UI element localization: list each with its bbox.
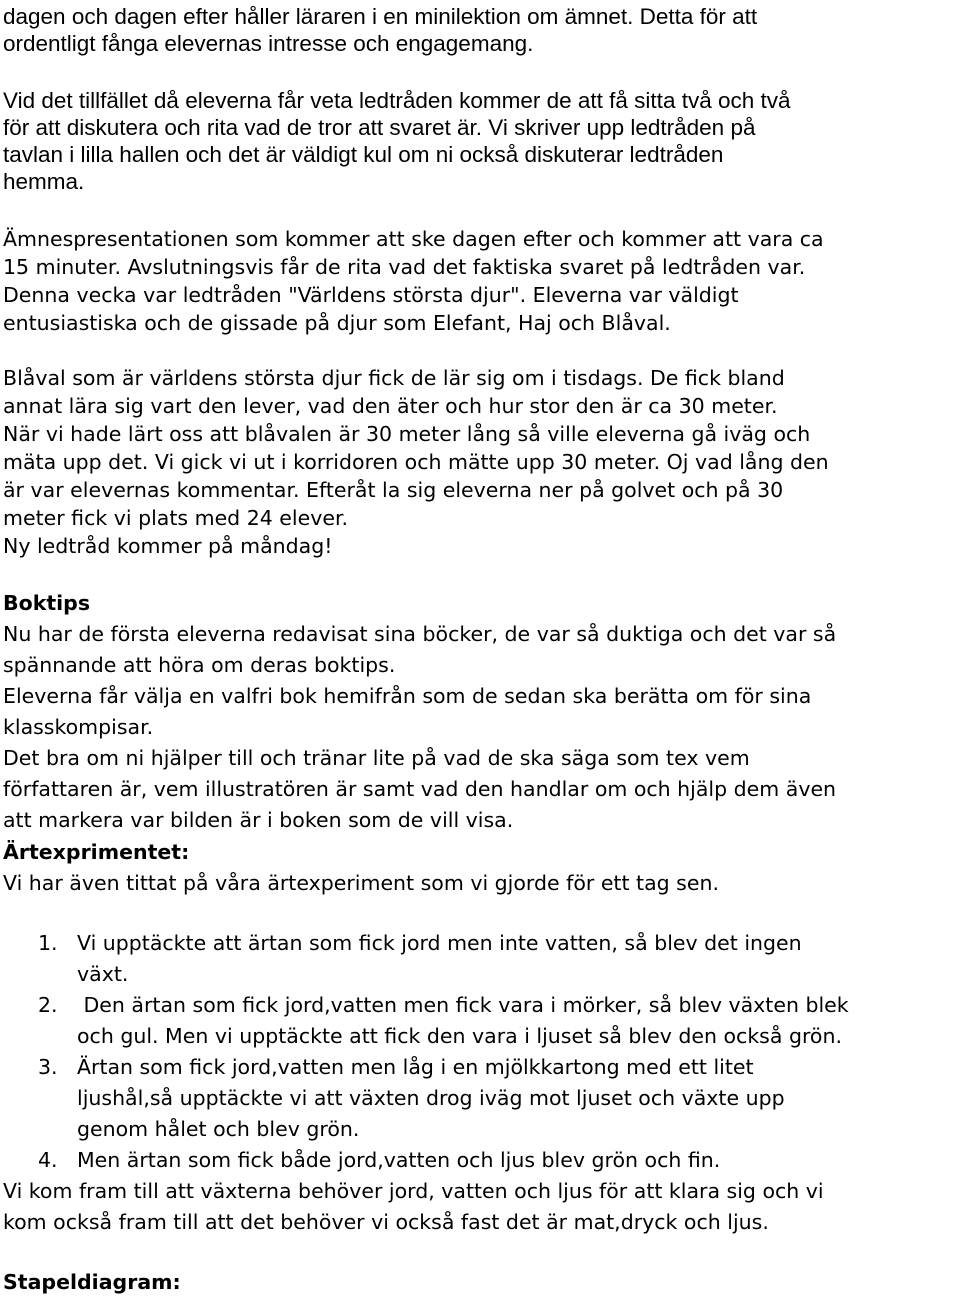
blue-whale-paragraph <box>3 364 829 560</box>
text-line: Vid det tillfället då eleverna får veta ledtråden kommer de att få sitta två och två <box>3 88 791 113</box>
text-line: Nu har de första eleverna redavisat sina böcker, de var så duktiga och det var så <box>3 622 837 646</box>
list-number: 2. <box>38 993 58 1017</box>
text-line: meter fick vi plats med 24 elever. <box>3 506 349 530</box>
text-line: entusiastiska och de gissade på djur som Elefant, Haj och Blåval. <box>3 311 671 335</box>
list-item <box>0 1145 849 1176</box>
text-line: annat lära sig vart den lever, vad den äter och hur stor den är ca 30 meter. <box>3 394 778 418</box>
text-line: Ämnespresentationen som kommer att ske dagen efter och kommer att vara ca <box>3 227 824 251</box>
experiment-heading: Ärtexprimentet: <box>3 840 190 864</box>
text-line: mäta upp det. Vi gick vi ut i korridoren och mätte upp 30 meter. Oj vad lång den <box>3 450 829 474</box>
experiment-list <box>0 928 849 1176</box>
text-line: Vi upptäckte att ärtan som fick jord men inte vatten, så blev det ingen <box>77 931 802 955</box>
text-line: Ärtan som fick jord,vatten men låg i en mjölkkartong med ett litet <box>77 1055 754 1079</box>
text-line: och gul. Men vi upptäckte att fick den vara i ljuset så blev den också grön. <box>77 1024 842 1048</box>
text-line: Det bra om ni hjälper till och tränar lite på vad de ska säga som tex vem <box>3 746 750 770</box>
text-line: att markera var bilden är i boken som de vill visa. <box>3 808 514 832</box>
text-line: spännande att höra om deras boktips. <box>3 653 396 677</box>
stapeldiagram-heading: Stapeldiagram: <box>3 1270 181 1294</box>
text-line: tavlan i lilla hallen och det är väldigt kul om ni också diskuterar ledtråden <box>3 142 724 167</box>
list-item <box>0 928 849 990</box>
text-line: Ny ledtråd kommer på måndag! <box>3 534 333 558</box>
intro-paragraph <box>3 3 757 57</box>
clue-paragraph <box>3 87 791 195</box>
boktips-heading: Boktips <box>3 591 91 615</box>
text-line: ordentligt fånga elevernas intresse och engagemang. <box>3 31 534 56</box>
list-item <box>0 1052 849 1145</box>
text-line: är var elevernas kommentar. Efteråt la sig eleverna ner på golvet och på 30 <box>3 478 784 502</box>
text-line: genom hålet och blev grön. <box>77 1117 360 1141</box>
text-line: dagen och dagen efter håller läraren i en minilektion om ämnet. Detta för att <box>3 4 758 29</box>
text-line: När vi hade lärt oss att blåvalen är 30 meter lång så ville eleverna gå iväg och <box>3 422 811 446</box>
text-line: hemma. <box>3 169 85 194</box>
text-line: Men ärtan som fick både jord,vatten och ljus blev grön och fin. <box>77 1148 721 1172</box>
text-line: författaren är, vem illustratören är samt vad den handlar om och hjälp dem även <box>3 777 837 801</box>
text-line: för att diskutera och rita vad de tror att svaret är. Vi skriver upp ledtråden på <box>3 115 756 140</box>
presentation-paragraph <box>3 225 824 337</box>
text-line: 15 minuter. Avslutningsvis får de rita vad det faktiska svaret på ledtråden var. <box>3 255 806 279</box>
text-line: klasskompisar. <box>3 715 154 739</box>
text-line: Blåval som är världens största djur fick de lär sig om i tisdags. De fick bland <box>3 366 785 390</box>
text-line: Denna vecka var ledtråden "Världens största djur". Eleverna var väldigt <box>3 283 739 307</box>
text-line: Den ärtan som fick jord,vatten men fick vara i mörker, så blev växten blek <box>77 993 849 1017</box>
text-line: Vi kom fram till att växterna behöver jord, vatten och ljus för att klara sig och vi <box>3 1179 824 1203</box>
list-number: 3. <box>38 1055 58 1079</box>
text-line: Eleverna får välja en valfri bok hemifrån som de sedan ska berätta om för sina <box>3 684 812 708</box>
list-number: 1. <box>38 931 58 955</box>
text-line: kom också fram till att det behöver vi också fast det är mat,dryck och ljus. <box>3 1210 769 1234</box>
list-number: 4. <box>38 1148 58 1172</box>
experiment-intro: Vi har även tittat på våra ärtexperiment som vi gjorde för ett tag sen. <box>3 871 719 895</box>
text-line: växt. <box>77 962 129 986</box>
list-item <box>0 990 849 1052</box>
experiment-conclusion <box>3 1176 824 1238</box>
boktips-paragraph <box>3 619 836 836</box>
text-line: ljushål,så upptäckte vi att växten drog iväg mot ljuset och växte upp <box>77 1086 785 1110</box>
